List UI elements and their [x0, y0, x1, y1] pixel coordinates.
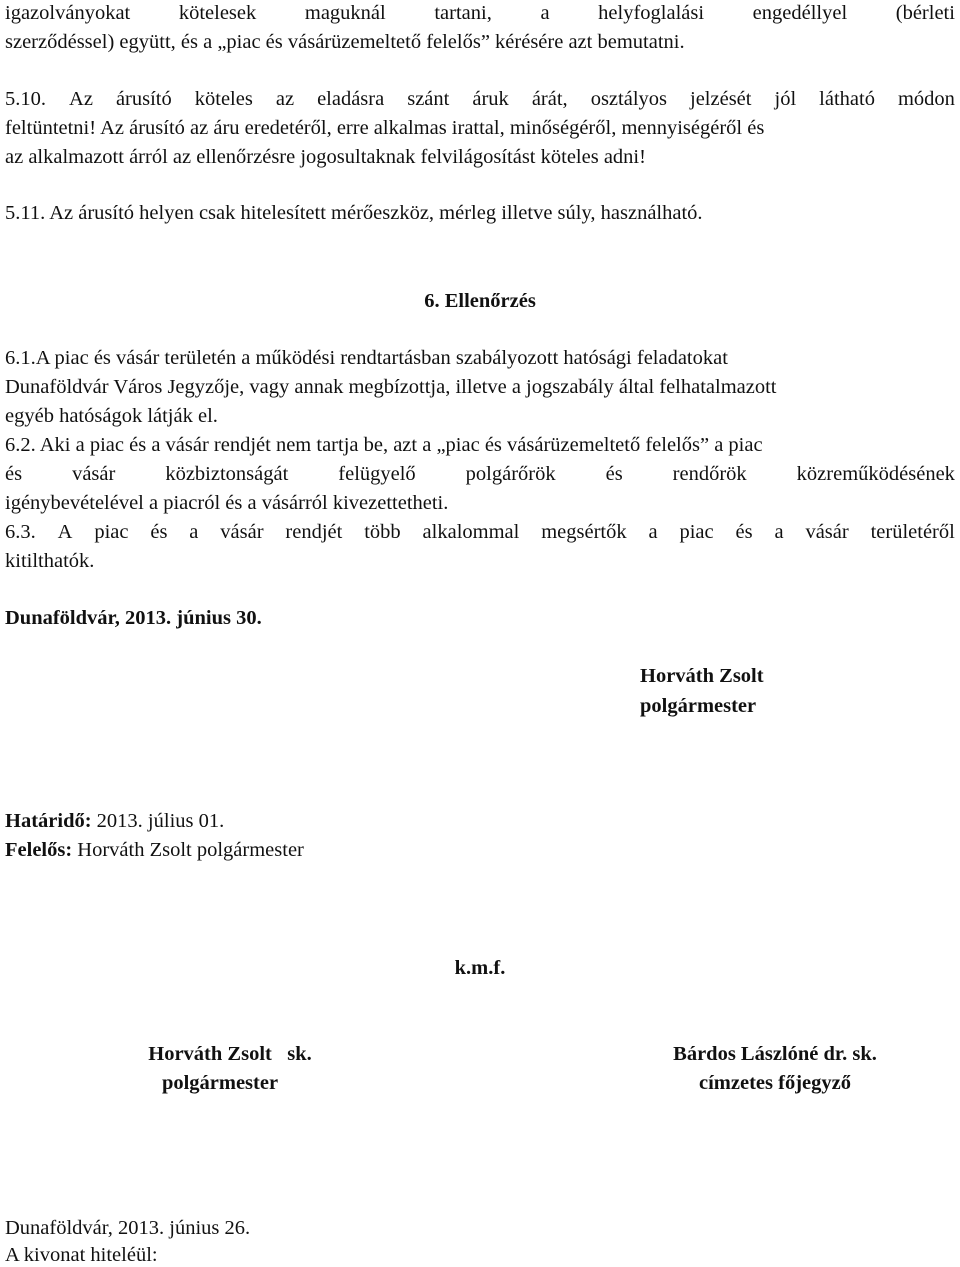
- deadline-label: Határidő:: [5, 810, 92, 832]
- word: a: [648, 521, 658, 543]
- word: és: [150, 521, 168, 543]
- responsible-label: Felelős:: [5, 839, 73, 861]
- word: köteles: [194, 88, 253, 110]
- word: az: [275, 88, 295, 110]
- word: közreműködésének: [796, 463, 955, 485]
- paragraph-5-9-line-1: [5, 3, 955, 24]
- word: rendjét: [285, 521, 343, 543]
- kmf-left-name: Horváth Zsolt sk.: [148, 1043, 312, 1065]
- word: és: [735, 521, 753, 543]
- deadline-line: [5, 811, 224, 832]
- word: és: [5, 463, 23, 485]
- word: a: [774, 521, 784, 543]
- word: Az: [69, 88, 93, 110]
- word: közbiztonságát: [165, 463, 289, 485]
- section-6-heading: 6. Ellenőrzés: [424, 290, 536, 312]
- word: rendőrök: [672, 463, 747, 485]
- word: jól: [774, 88, 797, 110]
- word: osztályos: [590, 88, 667, 110]
- word: piac: [679, 521, 714, 543]
- word: szánt: [407, 88, 450, 110]
- word: több: [364, 521, 401, 543]
- kmf-label: k.m.f.: [454, 957, 506, 979]
- word: A: [57, 521, 73, 543]
- word: a: [189, 521, 199, 543]
- paragraph-6-2-line-3: igénybevételével a piacról és a vásárról kivezettetheti.: [5, 492, 449, 514]
- paragraph-6-1-line-2: Dunaföldvár Város Jegyzője, vagy annak megbízottja, illetve a jogszabály által felhatalmazott: [5, 376, 777, 398]
- word: maguknál: [304, 2, 386, 24]
- footer-date: Dunaföldvár, 2013. június 26.: [5, 1217, 251, 1239]
- word: felügyelő: [338, 463, 416, 485]
- word: igazolványokat: [5, 2, 131, 24]
- responsible-line: [5, 840, 304, 861]
- kmf-right-name: Bárdos Lászlóné dr. sk.: [673, 1043, 877, 1065]
- kmf-left-title: polgármester: [161, 1072, 279, 1094]
- paragraph-6-3-line-2: kitilthatók.: [5, 550, 95, 572]
- word: jelzését: [690, 88, 752, 110]
- word: polgárőrök: [465, 463, 556, 485]
- paragraph-6-3-line-1: [5, 522, 955, 543]
- footer-certified: A kivonat hiteléül:: [5, 1244, 158, 1266]
- word: árusító: [115, 88, 172, 110]
- word: helyfoglalási: [598, 2, 705, 24]
- paragraph-5-10-line-2: feltüntetni! Az árusító az áru eredetéről, erre alkalmas irattal, minőségéről, mennyiségéről és: [5, 117, 765, 139]
- paragraph-6-2-line-2: [5, 464, 955, 485]
- kmf-right-title: címzetes főjegyző: [699, 1072, 851, 1094]
- word: árát,: [531, 88, 568, 110]
- word: áruk: [472, 88, 509, 110]
- paragraph-5-9-line-2: szerződéssel) együtt, és a „piac és vásárüzemeltető felelős” kérésére azt bemutatni.: [5, 31, 685, 53]
- word: 5.10.: [5, 88, 46, 110]
- paragraph-6-1-line-1: 6.1.A piac és vásár területén a működési rendtartásban szabályozott hatósági feladatokat: [5, 347, 728, 369]
- paragraph-6-2-line-1: 6.2. Aki a piac és a vásár rendjét nem tartja be, azt a „piac és vásárüzemeltető felelős” a piac: [5, 434, 763, 456]
- responsible-value: Horváth Zsolt polgármester: [72, 839, 304, 861]
- paragraph-6-1-line-3: egyéb hatóságok látják el.: [5, 405, 218, 427]
- word: 6.3.: [5, 521, 36, 543]
- word: vásár: [72, 463, 116, 485]
- paragraph-5-10-line-1: [5, 89, 955, 110]
- word: (bérleti: [895, 2, 955, 24]
- word: piac: [94, 521, 129, 543]
- word: módon: [897, 88, 955, 110]
- signoff-place-date: Dunaföldvár, 2013. június 30.: [5, 607, 262, 629]
- word: vásár: [220, 521, 264, 543]
- word: eladásra: [317, 88, 385, 110]
- word: engedéllyel: [752, 2, 848, 24]
- signoff-title: polgármester: [640, 695, 757, 717]
- word: alkalommal: [422, 521, 520, 543]
- word: és: [605, 463, 623, 485]
- signoff-name: Horváth Zsolt: [640, 665, 764, 687]
- deadline-value: 2013. július 01.: [91, 810, 225, 832]
- word: megsértők: [541, 521, 627, 543]
- paragraph-5-10-line-3: az alkalmazott árról az ellenőrzésre jogosultaknak felvilágosítást köteles adni!: [5, 146, 646, 168]
- word: látható: [819, 88, 875, 110]
- word: a: [540, 2, 550, 24]
- word: kötelesek: [178, 2, 257, 24]
- paragraph-5-11: 5.11. Az árusító helyen csak hitelesített mérőeszköz, mérleg illetve súly, használható.: [5, 202, 703, 224]
- word: vásár: [805, 521, 849, 543]
- word: tartani,: [434, 2, 492, 24]
- word: területéről: [870, 521, 955, 543]
